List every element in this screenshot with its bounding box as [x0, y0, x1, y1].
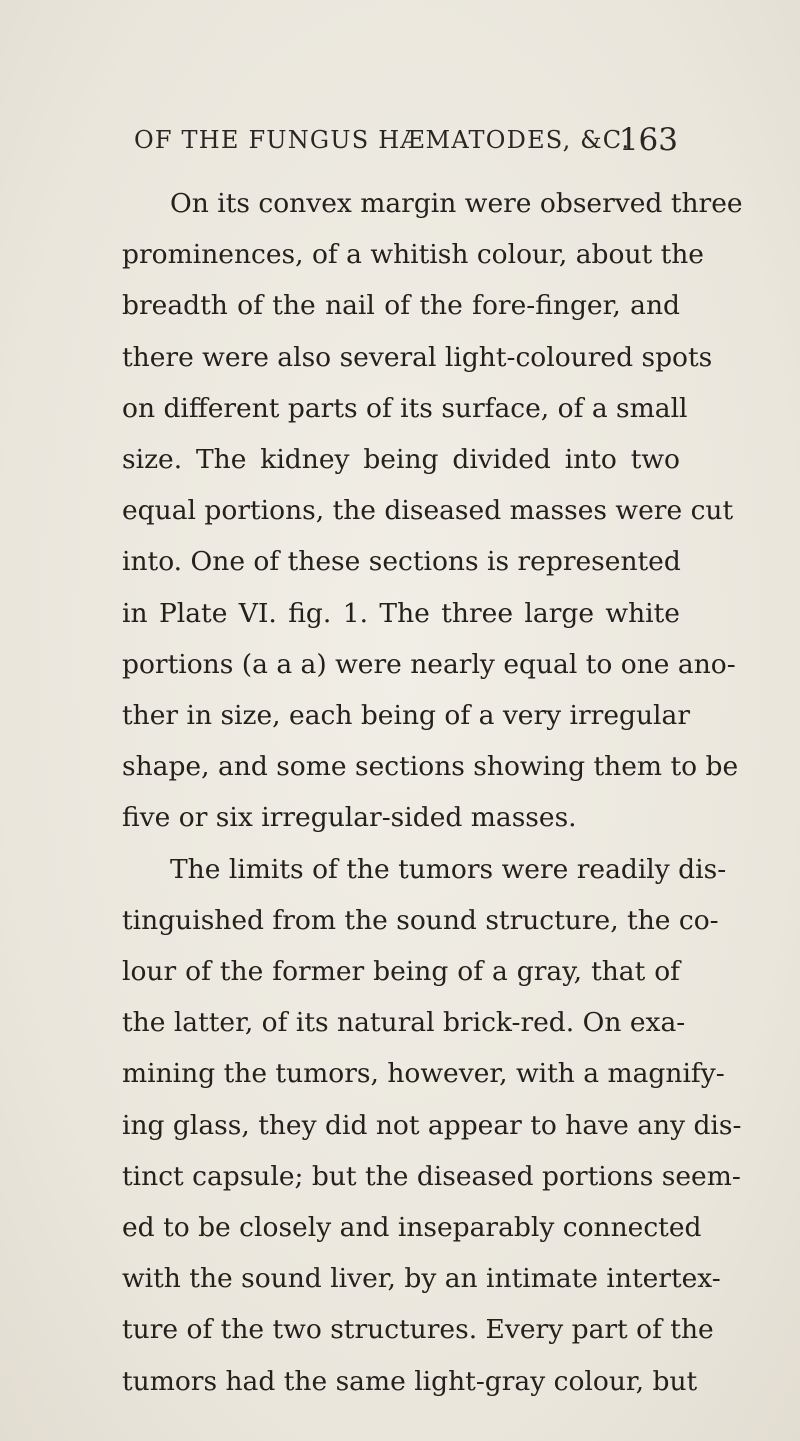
- text-line: the latter, of its natural brick-red. On exa-: [122, 1007, 686, 1038]
- text-line: shape, and some sections showing them to be: [122, 751, 739, 782]
- running-head-title: OF THE FUNGUS HÆMATODES, &C.: [134, 126, 631, 154]
- text-line: ed to be closely and inseparably connected: [122, 1212, 702, 1243]
- running-head: [134, 122, 678, 166]
- text-line: ing glass, they did not appear to have any dis-: [122, 1110, 742, 1141]
- text-line: lour of the former being of a gray, that of: [122, 956, 680, 987]
- text-line: there were also several light-coloured spots: [122, 342, 713, 373]
- text-line: breadth of the nail of the fore-finger, and: [122, 290, 680, 321]
- text-line: five or six irregular-sided masses.: [122, 802, 577, 833]
- text-line: on different parts of its surface, of a small: [122, 393, 688, 424]
- text-line: in Plate VI. fig. 1. The three large white: [122, 598, 680, 629]
- text-line: mining the tumors, however, with a magnify-: [122, 1058, 725, 1089]
- text-line: ther in size, each being of a very irregular: [122, 700, 691, 731]
- text-line: tumors had the same light-gray colour, but: [122, 1366, 698, 1397]
- text-line: portions (a a a) were nearly equal to one ano-: [122, 649, 736, 680]
- text-line: ture of the two structures. Every part of the: [122, 1314, 714, 1345]
- page-number: 163: [618, 122, 678, 158]
- text-line: tinct capsule; but the diseased portions seem-: [122, 1161, 741, 1192]
- text-line: On its convex margin were observed three: [170, 188, 743, 219]
- text-line: tinguished from the sound structure, the co-: [122, 905, 719, 936]
- text-line: size. The kidney being divided into two: [122, 444, 680, 475]
- text-line: into. One of these sections is represented: [122, 546, 681, 577]
- text-line: prominences, of a whitish colour, about the: [122, 239, 704, 270]
- text-line: equal portions, the diseased masses were cut: [122, 495, 734, 526]
- text-line: with the sound liver, by an intimate intertex-: [122, 1263, 721, 1294]
- text-line: The limits of the tumors were readily dis-: [170, 854, 727, 885]
